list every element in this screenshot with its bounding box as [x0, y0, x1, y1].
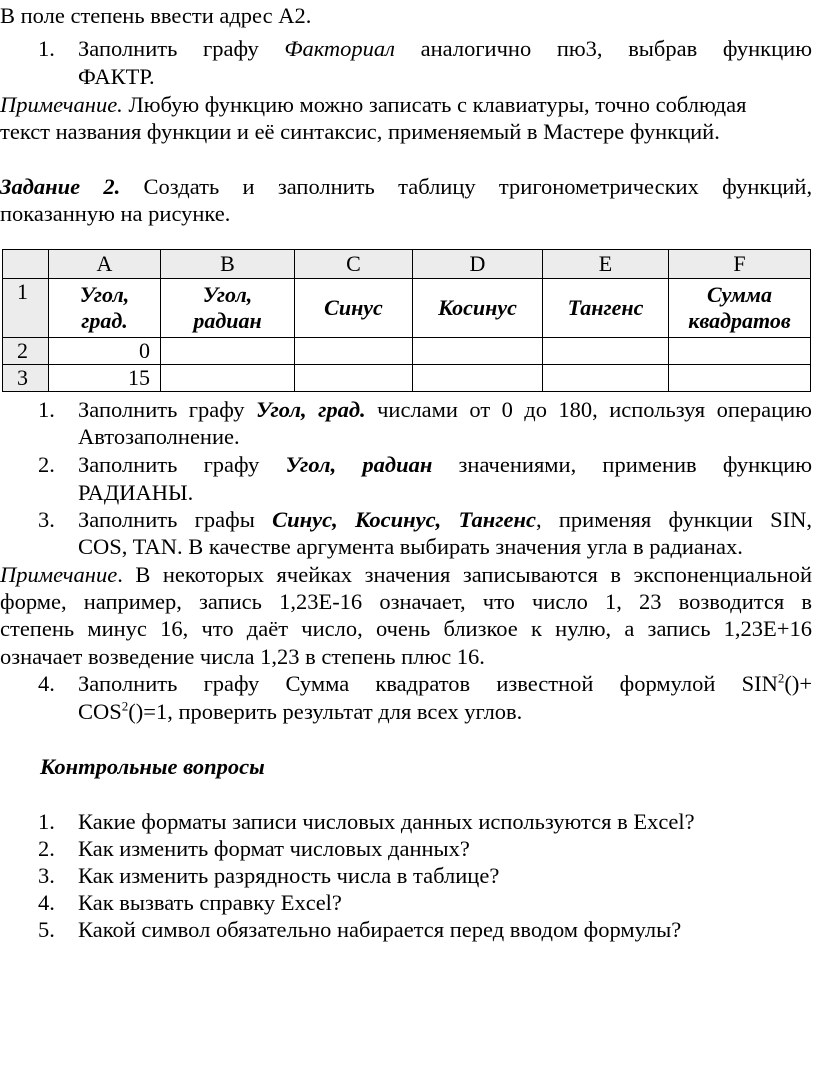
header-cell-angle-rad: Угол, радиан [161, 279, 295, 338]
header-cell-sum-squares: Сумма квадратов [669, 279, 811, 338]
step-3-cont: COS, TAN. В качестве аргумента выбирать значения угла в радианах. [78, 534, 743, 559]
step-4-cont: $COS^2()=1$, проверить результат для всех углов. [78, 698, 523, 724]
sin-squared: $SIN^2()+$ [741, 670, 813, 696]
list-number: 2. [38, 452, 55, 477]
list-number: 2. [38, 836, 55, 861]
steps-note-line-3: степень минус 16, что даёт число, очень близкое к нулю, а запись 1,23Е+16 [0, 616, 812, 641]
header-cell-sine: Синус [295, 279, 413, 338]
list-number: 1. [38, 397, 55, 422]
row-header-1: 1 [3, 279, 49, 338]
header-cell-cosine: Косинус [413, 279, 543, 338]
cell-d2 [413, 338, 543, 365]
question-item: Как вызвать справку Excel? [78, 890, 342, 915]
column-header-b: B [161, 250, 295, 279]
cell-a2: 0 [49, 338, 161, 365]
table-row [3, 279, 811, 338]
cell-f2 [669, 338, 811, 365]
step-4: Заполнить графу Сумма квадратов известной формулой $SIN^2()+$ [78, 670, 813, 696]
cell-c2 [295, 338, 413, 365]
row-header-2: 2 [3, 338, 49, 365]
cell-b3 [161, 365, 295, 392]
cell-c3 [295, 365, 413, 392]
question-item: Как изменить разрядность числа в таблице? [78, 863, 500, 888]
list-number: 3. [38, 507, 55, 532]
table-row [3, 338, 811, 365]
step-2: Заполнить графу Угол, радиан значениями, применив функцию [78, 452, 813, 477]
header-cell-tangent: Тангенс [543, 279, 669, 338]
cell-f3 [669, 365, 811, 392]
task2-heading: Задание 2. Создать и заполнить таблицу тригонометрических функций, [0, 174, 813, 199]
column-header-c: C [295, 250, 413, 279]
intro-line: В поле степень ввести адрес А2. [0, 3, 312, 28]
intro-item-1: Заполнить графу Факториал аналогично пю3, выбрав функцию [78, 36, 813, 61]
cell-e3 [543, 365, 669, 392]
steps-note-line-2: форме, например, запись 1,23Е-16 означает, что число 1, 23 возводится в [0, 589, 812, 614]
row-header-3: 3 [3, 365, 49, 392]
steps-note: Примечание. В некоторых ячейках значения записываются в экспоненциальной [0, 562, 812, 587]
cell-b2 [161, 338, 295, 365]
step-3: Заполнить графы Синус, Косинус, Тангенс, применяя функции SIN, [78, 507, 812, 532]
question-item: Какой символ обязательно набирается перед вводом формулы? [78, 917, 682, 942]
question-item: Как изменить формат числовых данных? [78, 836, 470, 861]
table-row [3, 365, 811, 392]
question-item: Какие форматы записи числовых данных используются в Excel? [78, 809, 695, 834]
cell-e2 [543, 338, 669, 365]
list-number: 5. [38, 917, 55, 942]
questions-heading: Контрольные вопросы [40, 754, 265, 779]
steps-note-line-4: означает возведение числа 1,23 в степень плюс 16. [0, 644, 485, 669]
column-header-d: D [413, 250, 543, 279]
intro-item-1-cont: ФАКТР. [78, 64, 155, 89]
column-header-row [3, 250, 811, 279]
list-number: 1. [38, 809, 55, 834]
cell-a3: 15 [49, 365, 161, 392]
spreadsheet-table [2, 249, 811, 392]
column-header-f: F [669, 250, 811, 279]
step-2-cont: РАДИАНЫ. [78, 480, 194, 505]
step-1-cont: Автозаполнение. [78, 424, 240, 449]
list-number: 4. [38, 890, 55, 915]
step-1: Заполнить графу Угол, град. числами от 0 до 180, используя операцию [78, 397, 812, 422]
list-number: 4. [38, 671, 55, 696]
header-cell-angle-deg: Угол, град. [49, 279, 161, 338]
list-number: 3. [38, 863, 55, 888]
column-header-a: A [49, 250, 161, 279]
intro-note: Примечание. Любую функцию можно записать с клавиатуры, точно соблюдая [0, 92, 747, 117]
intro-note-cont: текст названия функции и её синтаксис, применяемый в Мастере функций. [0, 119, 720, 144]
list-number: 1. [38, 36, 55, 61]
cell-d3 [413, 365, 543, 392]
column-header-e: E [543, 250, 669, 279]
task2-cont: показанную на рисунке. [0, 201, 231, 226]
corner-cell [3, 250, 49, 279]
